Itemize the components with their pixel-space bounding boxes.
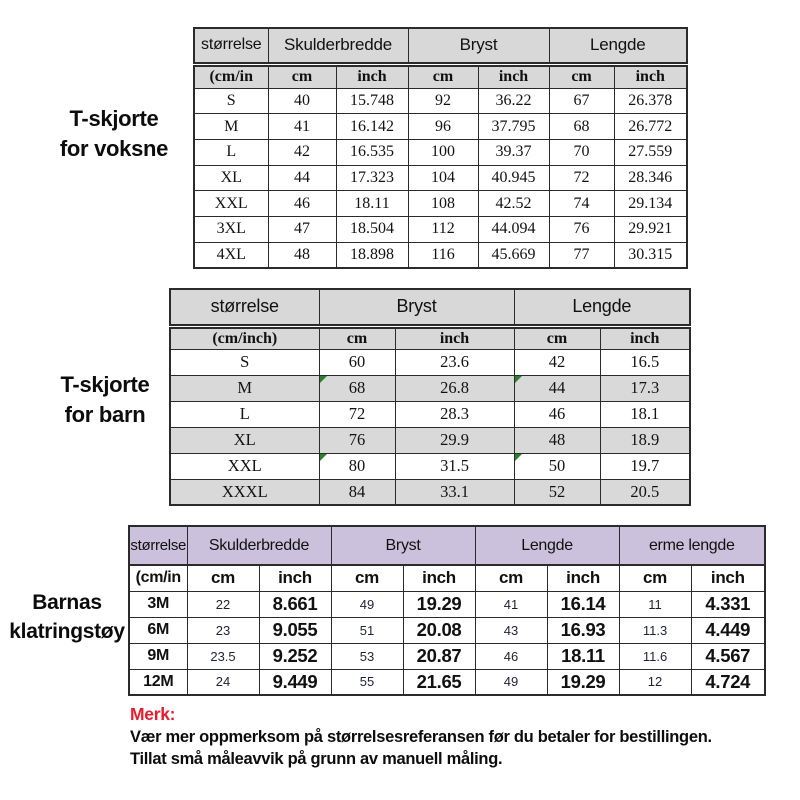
measure-cell: 24 <box>187 669 259 695</box>
measure-cell: 23 <box>187 617 259 643</box>
measure-cell: 37.795 <box>478 114 549 140</box>
section-label-climbing <box>2 588 132 646</box>
measure-cell: 26.378 <box>614 88 687 114</box>
measure-cell: 16.14 <box>547 591 619 617</box>
unit-label: (cm/in <box>194 64 268 88</box>
column-group-størrelse: størrelse <box>129 526 187 565</box>
column-group-størrelse: størrelse <box>170 289 319 326</box>
column-group-lengde: Lengde <box>475 526 619 565</box>
unit-cell: inch <box>614 64 687 88</box>
section-label-line: Barnas <box>32 591 102 614</box>
measure-cell: 45.669 <box>478 242 549 268</box>
measure-cell: 116 <box>408 242 478 268</box>
measure-cell: 18.898 <box>336 242 408 268</box>
measure-cell: 49 <box>331 591 403 617</box>
measure-cell: 20.87 <box>403 643 475 669</box>
measure-cell: 100 <box>408 139 478 165</box>
measure-cell: 29.921 <box>614 216 687 242</box>
measure-cell: 26.772 <box>614 114 687 140</box>
size-table-kids <box>169 288 691 506</box>
measure-cell: 16.5 <box>600 349 690 375</box>
note-line-2: Tillat små måleavvik på grunn av manuell måling. <box>130 750 503 768</box>
measure-cell: 23.6 <box>395 349 514 375</box>
size-row-9m <box>129 643 765 669</box>
measure-cell: 11 <box>619 591 691 617</box>
column-group-lengde: Lengde <box>549 28 687 64</box>
measure-cell: 18.11 <box>336 191 408 217</box>
unit-cell: cm <box>187 565 259 591</box>
measure-cell: 68 <box>319 375 395 401</box>
size-row-12m <box>129 669 765 695</box>
measure-cell: 33.1 <box>395 479 514 505</box>
measure-cell: 18.11 <box>547 643 619 669</box>
measure-cell: 4.331 <box>691 591 765 617</box>
measure-cell: 52 <box>514 479 600 505</box>
measure-cell: 53 <box>331 643 403 669</box>
row-size-label: 12M <box>129 669 187 695</box>
measure-cell: 67 <box>549 88 614 114</box>
unit-row <box>129 565 765 591</box>
unit-row <box>194 64 687 88</box>
measure-cell: 16.93 <box>547 617 619 643</box>
unit-cell: inch <box>403 565 475 591</box>
measure-cell: 104 <box>408 165 478 191</box>
size-row-xxxl <box>170 479 690 505</box>
row-size-label: XL <box>194 165 268 191</box>
column-group-erme-lengde: erme lengde <box>619 526 765 565</box>
row-size-label: XXXL <box>170 479 319 505</box>
header-group-row <box>129 526 765 565</box>
measure-cell: 15.748 <box>336 88 408 114</box>
unit-cell: inch <box>478 64 549 88</box>
measure-cell: 16.535 <box>336 139 408 165</box>
measure-cell: 76 <box>319 427 395 453</box>
size-row-xxl <box>194 191 687 217</box>
row-size-label: S <box>170 349 319 375</box>
measure-cell: 92 <box>408 88 478 114</box>
size-row-l <box>170 401 690 427</box>
measure-cell: 43 <box>475 617 547 643</box>
unit-cell: cm <box>475 565 547 591</box>
measure-cell: 44 <box>514 375 600 401</box>
row-size-label: 3M <box>129 591 187 617</box>
measure-cell: 41 <box>268 114 336 140</box>
measure-cell: 48 <box>514 427 600 453</box>
row-size-label: 9M <box>129 643 187 669</box>
size-row-xxl <box>170 453 690 479</box>
measure-cell: 46 <box>268 191 336 217</box>
measure-cell: 42 <box>514 349 600 375</box>
unit-cell: cm <box>549 64 614 88</box>
measure-cell: 76 <box>549 216 614 242</box>
measure-cell: 50 <box>514 453 600 479</box>
measure-cell: 28.3 <box>395 401 514 427</box>
measure-cell: 29.134 <box>614 191 687 217</box>
measure-cell: 39.37 <box>478 139 549 165</box>
row-size-label: 3XL <box>194 216 268 242</box>
unit-cell: cm <box>408 64 478 88</box>
measure-cell: 46 <box>475 643 547 669</box>
size-row-xl <box>194 165 687 191</box>
measure-cell: 20.08 <box>403 617 475 643</box>
column-group-bryst: Bryst <box>319 289 514 326</box>
measure-cell: 42 <box>268 139 336 165</box>
unit-cell: cm <box>331 565 403 591</box>
size-table-climbing <box>128 525 766 696</box>
section-label-line: for voksne <box>59 136 169 161</box>
measure-cell: 55 <box>331 669 403 695</box>
measure-cell: 36.22 <box>478 88 549 114</box>
measure-cell: 9.449 <box>259 669 331 695</box>
measure-cell: 77 <box>549 242 614 268</box>
measure-cell: 4.449 <box>691 617 765 643</box>
measure-cell: 11.6 <box>619 643 691 669</box>
unit-cell: cm <box>619 565 691 591</box>
measure-cell: 42.52 <box>478 191 549 217</box>
measure-cell: 22 <box>187 591 259 617</box>
section-label-adults <box>34 104 194 164</box>
measure-cell: 68 <box>549 114 614 140</box>
measure-cell: 29.9 <box>395 427 514 453</box>
measure-cell: 21.65 <box>403 669 475 695</box>
measure-cell: 40 <box>268 88 336 114</box>
measure-cell: 19.29 <box>547 669 619 695</box>
measure-cell: 72 <box>319 401 395 427</box>
section-label-kids <box>25 370 185 430</box>
row-size-label: XXL <box>170 453 319 479</box>
measure-cell: 74 <box>549 191 614 217</box>
size-table-adults <box>193 27 688 269</box>
measure-cell: 40.945 <box>478 165 549 191</box>
note-title: Merk: <box>130 704 176 724</box>
measure-cell: 84 <box>319 479 395 505</box>
measure-cell: 30.315 <box>614 242 687 268</box>
size-row-m <box>194 114 687 140</box>
measure-cell: 23.5 <box>187 643 259 669</box>
measure-cell: 18.1 <box>600 401 690 427</box>
size-row-4xl <box>194 242 687 268</box>
column-group-skulderbredde: Skulderbredde <box>268 28 408 64</box>
measure-cell: 70 <box>549 139 614 165</box>
measure-cell: 17.3 <box>600 375 690 401</box>
row-size-label: L <box>170 401 319 427</box>
size-row-s <box>194 88 687 114</box>
measure-cell: 9.252 <box>259 643 331 669</box>
measure-cell: 28.346 <box>614 165 687 191</box>
unit-row <box>170 326 690 349</box>
unit-label: (cm/inch) <box>170 326 319 349</box>
measure-cell: 47 <box>268 216 336 242</box>
note-block <box>130 702 798 770</box>
section-label-line: klatringstøy <box>9 620 125 643</box>
measure-cell: 44 <box>268 165 336 191</box>
row-size-label: S <box>194 88 268 114</box>
measure-cell: 18.504 <box>336 216 408 242</box>
unit-label: (cm/in <box>129 565 187 591</box>
measure-cell: 16.142 <box>336 114 408 140</box>
measure-cell: 44.094 <box>478 216 549 242</box>
measure-cell: 20.5 <box>600 479 690 505</box>
row-size-label: XXL <box>194 191 268 217</box>
measure-cell: 4.724 <box>691 669 765 695</box>
row-size-label: 4XL <box>194 242 268 268</box>
size-row-xl <box>170 427 690 453</box>
measure-cell: 18.9 <box>600 427 690 453</box>
measure-cell: 11.3 <box>619 617 691 643</box>
measure-cell: 49 <box>475 669 547 695</box>
unit-cell: inch <box>600 326 690 349</box>
size-row-l <box>194 139 687 165</box>
unit-cell: cm <box>514 326 600 349</box>
row-size-label: M <box>194 114 268 140</box>
column-group-skulderbredde: Skulderbredde <box>187 526 331 565</box>
column-group-bryst: Bryst <box>408 28 549 64</box>
measure-cell: 41 <box>475 591 547 617</box>
measure-cell: 51 <box>331 617 403 643</box>
measure-cell: 26.8 <box>395 375 514 401</box>
measure-cell: 108 <box>408 191 478 217</box>
size-row-3xl <box>194 216 687 242</box>
measure-cell: 8.661 <box>259 591 331 617</box>
measure-cell: 48 <box>268 242 336 268</box>
unit-cell: inch <box>547 565 619 591</box>
measure-cell: 96 <box>408 114 478 140</box>
measure-cell: 80 <box>319 453 395 479</box>
section-label-line: for barn <box>64 402 146 427</box>
note-line-1: Vær mer oppmerksom på størrelsesreferansen før du betaler for bestillingen. <box>130 728 712 746</box>
measure-cell: 19.7 <box>600 453 690 479</box>
size-row-6m <box>129 617 765 643</box>
row-size-label: XL <box>170 427 319 453</box>
unit-cell: inch <box>336 64 408 88</box>
measure-cell: 60 <box>319 349 395 375</box>
unit-cell: cm <box>268 64 336 88</box>
measure-cell: 12 <box>619 669 691 695</box>
row-size-label: 6M <box>129 617 187 643</box>
measure-cell: 72 <box>549 165 614 191</box>
column-group-bryst: Bryst <box>331 526 475 565</box>
column-group-størrelse: størrelse <box>194 28 268 64</box>
unit-cell: inch <box>395 326 514 349</box>
row-size-label: L <box>194 139 268 165</box>
size-row-m <box>170 375 690 401</box>
section-label-line: T-skjorte <box>69 106 159 131</box>
header-group-row <box>194 28 687 64</box>
measure-cell: 4.567 <box>691 643 765 669</box>
header-group-row <box>170 289 690 326</box>
column-group-lengde: Lengde <box>514 289 690 326</box>
unit-cell: cm <box>319 326 395 349</box>
size-row-s <box>170 349 690 375</box>
size-row-3m <box>129 591 765 617</box>
measure-cell: 19.29 <box>403 591 475 617</box>
measure-cell: 31.5 <box>395 453 514 479</box>
measure-cell: 112 <box>408 216 478 242</box>
row-size-label: M <box>170 375 319 401</box>
measure-cell: 46 <box>514 401 600 427</box>
section-label-line: T-skjorte <box>60 372 150 397</box>
unit-cell: inch <box>691 565 765 591</box>
measure-cell: 17.323 <box>336 165 408 191</box>
unit-cell: inch <box>259 565 331 591</box>
measure-cell: 27.559 <box>614 139 687 165</box>
measure-cell: 9.055 <box>259 617 331 643</box>
